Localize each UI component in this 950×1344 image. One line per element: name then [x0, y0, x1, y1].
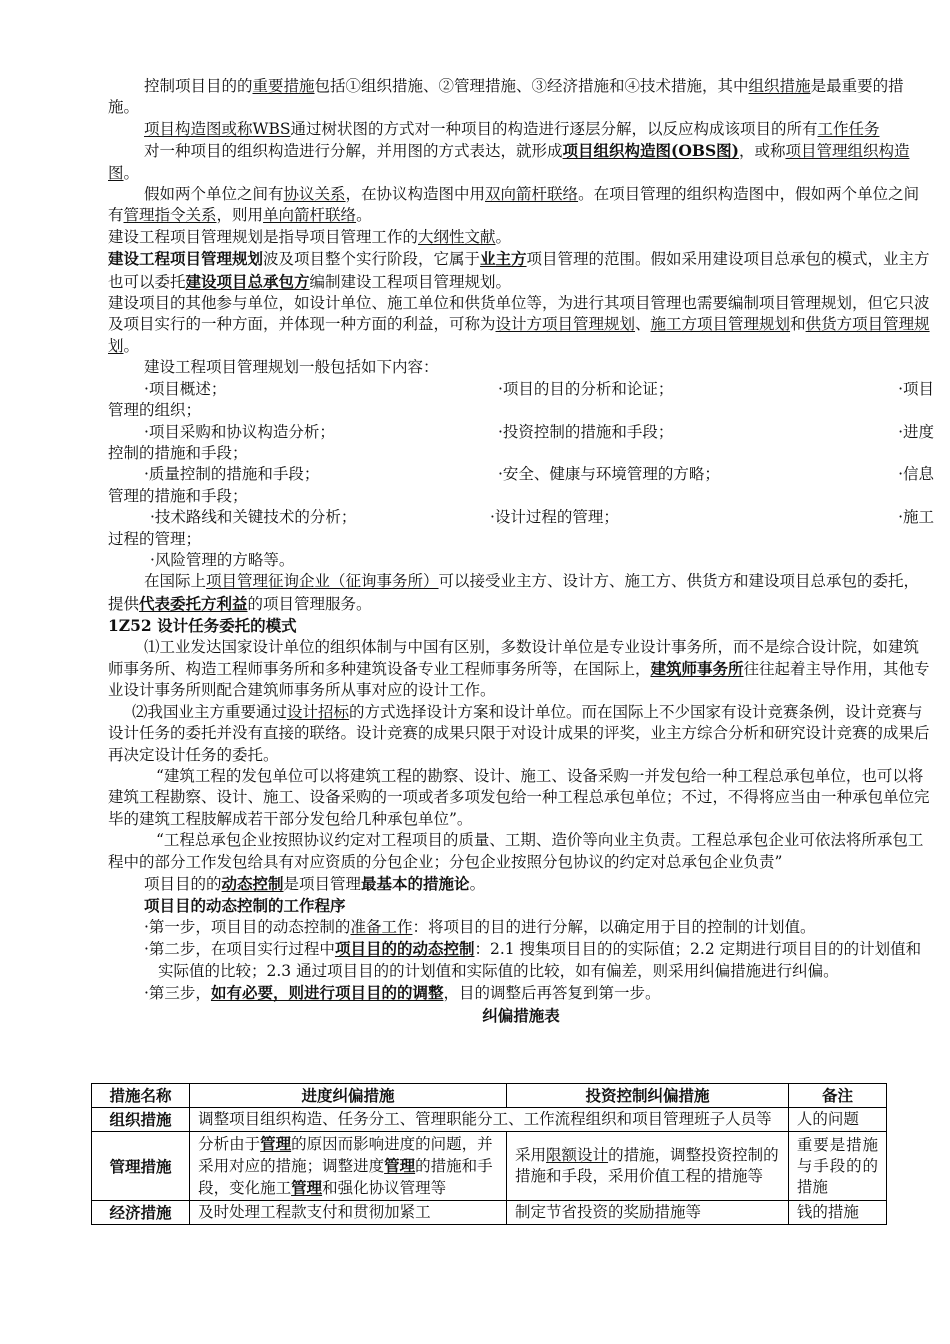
list-item: ·项目采购和协议构造分析； ·投资控制的措施和手段； ·进度: [144, 422, 934, 441]
para-quote-contract: “工程总承包企业按照协议约定对工程项目的质量、工期、造价等向业主负责。工程总承包企业可依法将所承包工程中的部分工作发包给具有对应资质的分包企业；分包企业按照分包协议的约定对总承包企业负责”: [108, 831, 924, 871]
col-header: 投资控制纠偏措施: [507, 1084, 789, 1108]
para-quote-law: “建筑工程的发包单位可以将建筑工程的勘察、设计、施工、设备采购一并发包给一种工程总承包单位，也可以将建筑工程勘察、设计、施工、设备采购的一项或者多项发包给一种工程总承包单位；不过，不得将应当由一种承包单位完毕的建筑工程肢解成若干部分发包给几种承包单位”。: [108, 767, 930, 828]
table-header-row: [92, 1084, 887, 1108]
step-2: ·第二步，在项目实行过程中项目目的的动态控制：2.1 搜集项目目的的实际值；2.2 定期进行项目目的的计划值和实际值的比较；2.3 通过项目目的的计划值和实际值的比较，如有偏差，则采用纠偏措施进行纠偏。: [144, 939, 922, 980]
table-row: [92, 1201, 887, 1225]
table-row: [92, 1132, 887, 1201]
para-consulting: 在国际上项目管理征询企业（征询事务所）可以接受业主方、设计方、施工方、供货方和建设项目总承包的委托，提供代表委托方利益的项目管理服务。: [108, 572, 920, 613]
list-item: ·风险管理的方略等。: [150, 550, 295, 569]
step-1: ·第一步，项目目的动态控制的准备工作：将项目的目的进行分解，以确定用于目的控制的计划值。: [144, 917, 816, 936]
subsection-heading: 项目目的动态控制的工作程序: [144, 896, 346, 916]
para-wbs: 项目构造图或称WBS通过树状图的方式对一种项目的构造进行逐层分解，以反应构成该项目的所有工作任务: [144, 119, 880, 138]
list-item: ·质量控制的措施和手段； ·安全、健康与环境管理的方略； ·信息: [144, 465, 934, 484]
para-measures: 控制项目目的的重要措施包括①组织措施、②管理措施、③经济措施和④技术措施，其中组织措施是最重要的措施。: [108, 77, 904, 117]
section-heading: 1Z52 设计任务委托的模式: [108, 616, 297, 636]
table-title: 纠偏措施表: [482, 1006, 560, 1026]
table-cell: 人的问题: [788, 1108, 886, 1132]
para-plan-others: 建设项目的其他参与单位，如设计单位、施工单位和供货单位等，为进行其项目管理也需要编制项目管理规划，但它只波及项目实行的一种方面，并体现一种方面的利益，可称为设计方项目管理规划、施工方项目管理规划和供货方项目管理规划。: [108, 294, 930, 355]
para-plan-owner: 建设工程项目管理规划波及项目整个实行阶段，它属于业主方项目管理的范围。假如采用建设项目总承包的模式，业主方也可以委托建设项目总承包方编制建设工程项目管理规划。: [108, 249, 930, 291]
para-dynamic-control: 项目目的的动态控制是项目管理最基本的措施论。: [144, 874, 486, 894]
list-item-wrap: 管理的措施和手段；: [108, 486, 248, 505]
table-cell: 调整项目组织构造、任务分工、管理职能分工、工作流程组织和项目管理班子人员等: [190, 1108, 789, 1132]
para-design-intl: ⑴工业发达国家设计单位的组织体制与中国有区别，多数设计单位是专业设计事务所，而不是综合设计院，如建筑师事务所、构造工程师事务所和多种建筑设备专业工程师事务所等，在国际上，建筑师事务所往往起着主导作用，其他专业设计事务所则配合建筑师事务所从事对应的设计工作。: [108, 637, 930, 700]
para-plan-contents: 建设工程项目管理规划一般包括如下内容：: [144, 358, 439, 377]
col-header: 备注: [788, 1084, 886, 1108]
table-cell: 制定节省投资的奖励措施等: [507, 1201, 789, 1225]
para-design-china: ⑵我国业主方重要通过设计招标的方式选择设计方案和设计单位。而在国际上不少国家有设计竞赛条例，设计竞赛与设计任务的委托并没有直接的联络。设计竞赛的成果只限于对设计成果的评奖，业主方综合分析和研究设计竞赛的成果后再决定设计任务的委托。: [108, 702, 930, 764]
correction-measures-table: [91, 1083, 887, 1225]
row-name: 组织措施: [92, 1108, 190, 1132]
col-header: 进度纠偏措施: [190, 1084, 507, 1108]
para-relations: 假如两个单位之间有协议关系，在协议构造图中用双向箭杆联络。在项目管理的组织构造图中，假如两个单位之间有管理指令关系，则用单向箭杆联络。: [108, 185, 920, 225]
table-cell: 钱的措施: [788, 1201, 886, 1225]
list-item: ·技术路线和关键技术的分析； ·设计过程的管理； ·施工: [150, 508, 934, 527]
para-obs: 对一种项目的组织构造进行分解，并用图的方式表达，就形成项目组织构造图(OBS图)，或称项目管理组织构造图。: [108, 141, 910, 182]
document-body: [108, 76, 934, 1027]
row-name: 管理措施: [92, 1132, 190, 1201]
list-item-wrap: 控制的措施和手段；: [108, 443, 248, 462]
list-item-wrap: 过程的管理；: [108, 529, 202, 548]
table-row: [92, 1108, 887, 1132]
list-item-wrap: 管理的组织；: [108, 401, 202, 420]
col-header: 措施名称: [92, 1084, 190, 1108]
table-cell: 分析由于管理的原因而影响进度的问题，并采用对应的措施；调整进度管理的措施和手段，变化施工管理和强化协议管理等: [190, 1132, 507, 1201]
table-cell: 重要是措施与手段的的措施: [788, 1132, 886, 1201]
table-cell: 采用限额设计的措施，调整投资控制的措施和手段，采用价值工程的措施等: [507, 1132, 789, 1201]
row-name: 经济措施: [92, 1201, 190, 1225]
table-cell: 及时处理工程款支付和贯彻加紧工: [190, 1201, 507, 1225]
step-3: ·第三步，如有必要，则进行项目目的的调整，目的调整后再答复到第一步。: [144, 983, 661, 1003]
content-list: [108, 379, 934, 572]
para-plan-guide: 建设工程项目管理规划是指导项目管理工作的大纲性文献。: [108, 227, 512, 246]
list-item: ·项目概述； ·项目的目的分析和论证； ·项目: [144, 379, 934, 398]
